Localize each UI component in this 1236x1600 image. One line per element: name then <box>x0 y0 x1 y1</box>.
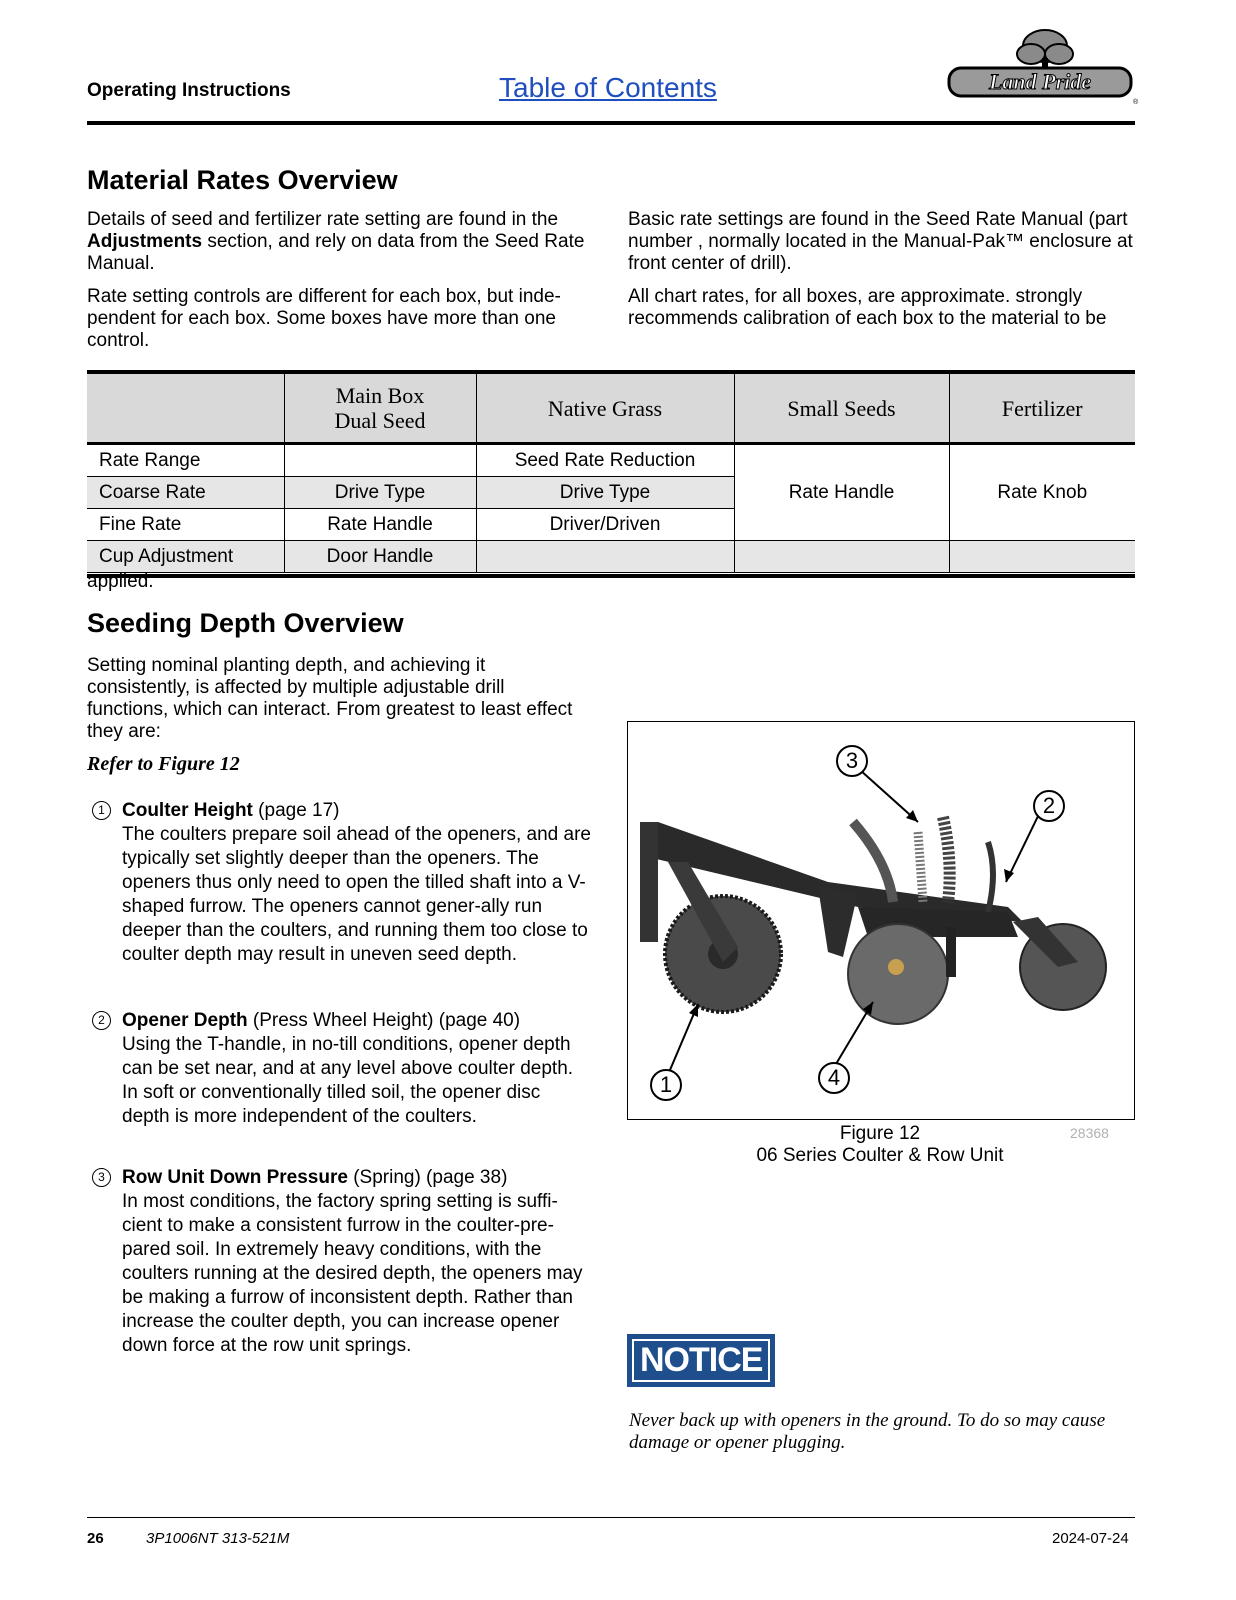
main-box-cell: Rate Handle <box>284 509 476 541</box>
material-rates-right-paragraph-2: All chart rates, for all boxes, are approximate. strongly recommends calibration of each box to the material to be <box>628 286 1107 329</box>
notice-text: Never back up with openers in the ground. To do so may cause damage or opener plugging. <box>629 1410 1106 1453</box>
row-label: Coarse Rate <box>87 477 284 509</box>
item-number-badge: 3 <box>92 1168 111 1187</box>
figure-12-frame <box>627 721 1135 1120</box>
land-pride-logo <box>945 26 1137 108</box>
rate-controls-table <box>87 372 1135 573</box>
table-row <box>87 445 1135 477</box>
footer-rule <box>87 1517 1135 1518</box>
native-grass-cell <box>476 541 734 573</box>
list-item: 1 Coulter Height (page 17) The coulters prepare soil ahead of the openers, and are typically set slightly deeper than the openers. The openers thus only need to open the tilled shaft into a V-shaped furrow. The openers cannot gener-ally run deeper than the coulters, and running them too close to coulter depth may result in uneven seed depth. <box>92 799 592 967</box>
material-rates-right-paragraph-1: Basic rate settings are found in the Seed Rate Manual (part number , normally located in the Manual-Pak™ enclosure at front center of drill). <box>628 209 1133 274</box>
table-header-row <box>87 372 1135 445</box>
table-bottom-rule <box>87 574 1135 578</box>
item-number-badge: 1 <box>92 801 111 820</box>
main-box-cell <box>284 445 476 477</box>
seeding-depth-intro: Setting nominal planting depth, and achieving it consistently, is affected by multiple adjustable drill functions, which can interact. From greatest to least effect they are: <box>87 655 573 742</box>
table-header-native-grass: Native Grass <box>476 372 734 445</box>
material-rates-left-paragraph-1: Details of seed and fertilizer rate setting are found in the Adjustments section, and rely on data from the Seed Rate Manual. <box>87 209 585 274</box>
svg-text:®: ® <box>1133 99 1139 106</box>
list-item: 3 Row Unit Down Pressure (Spring) (page 38) In most conditions, the factory spring setting is suffi-cient to make a consistent furrow in the coulter-pre-pared soil. In extremely heavy conditions, with the coulters running at the desired depth, the openers may be making a furrow of inconsistent depth. Rather than increase the coulter depth, you can increase opener down force at the row unit springs. <box>92 1166 592 1358</box>
page-number: 26 <box>87 1530 104 1547</box>
item-text: The coulters prepare soil ahead of the openers, and are typically set slightly deeper than the openers. The openers thus only need to open the tilled shaft into a V-shaped furrow. The openers cannot gener-ally run deeper than the coulters, and running them too close to coulter depth may result in uneven seed depth. <box>122 824 591 965</box>
table-top-rule <box>87 370 1135 374</box>
seeding-depth-heading: Seeding Depth Overview <box>87 608 404 638</box>
callout-4: 4 <box>818 1062 850 1094</box>
overflow-text: applied. <box>87 571 154 592</box>
item-title: Coulter Height <box>122 800 253 821</box>
svg-text:Land Pride: Land Pride <box>988 69 1092 94</box>
item-title: Row Unit Down Pressure <box>122 1167 348 1188</box>
item-text: Using the T-handle, in no-till conditions, opener depth can be set near, and at any level above coulter depth. <box>122 1034 574 1079</box>
document-date: 2024-07-24 <box>1052 1530 1129 1547</box>
table-header-fertilizer: Fertilizer <box>949 372 1135 445</box>
item-number-badge: 2 <box>92 1011 111 1030</box>
document-number: 3P1006NT 313-521M <box>146 1530 290 1547</box>
small-seeds-merged-cell: Rate Handle <box>734 445 949 541</box>
refer-figure-note: Refer to Figure 12 <box>87 753 240 775</box>
main-box-cell: Door Handle <box>284 541 476 573</box>
fertilizer-empty-cell <box>949 541 1135 573</box>
material-rates-heading: Material Rates Overview <box>87 165 398 195</box>
table-header-small-seeds: Small Seeds <box>734 372 949 445</box>
figure-caption: Figure 12 06 Series Coulter & Row Unit <box>756 1123 1004 1166</box>
notice-badge: NOTICE <box>629 1336 773 1385</box>
fertilizer-merged-cell: Rate Knob <box>949 445 1135 541</box>
list-item: 2 Opener Depth (Press Wheel Height) (page 40) Using the T-handle, in no-till conditions, opener depth can be set near, and at any level above coulter depth. In soft or conventionally tilled soil, the opener disc depth is more independent of the coulters. <box>92 1009 592 1129</box>
table-row <box>87 541 1135 573</box>
item-text-2: In soft or conventionally tilled soil, the opener disc depth is more independent of the coulters. <box>122 1082 541 1127</box>
main-box-cell: Drive Type <box>284 477 476 509</box>
callout-1: 1 <box>650 1069 682 1101</box>
callout-2: 2 <box>1033 790 1065 822</box>
material-rates-left-paragraph-2: Rate setting controls are different for each box, but inde-pendent for each box. Some boxes have more than one control. <box>87 286 561 351</box>
table-header-blank <box>87 372 284 445</box>
table-header-rule <box>87 442 1135 445</box>
callout-3: 3 <box>836 745 868 777</box>
item-text: In most conditions, the factory spring setting is suffi-cient to make a consistent furrow in the coulter-pre-pared soil. In extremely heavy conditions, with the coulters running at the desired depth, the openers may be making a furrow of inconsistent depth. Rather than increase the coulter depth, you can increase opener down force at the row unit springs. <box>122 1191 583 1356</box>
running-header: Operating Instructions <box>87 80 291 101</box>
row-label: Fine Rate <box>87 509 284 541</box>
figure-image-number: 28368 <box>1070 1125 1109 1141</box>
native-grass-cell: Drive Type <box>476 477 734 509</box>
item-title: Opener Depth <box>122 1010 248 1031</box>
table-header-main-box: Main Box Dual Seed <box>284 372 476 445</box>
row-label: Cup Adjustment <box>87 541 284 573</box>
row-label: Rate Range <box>87 445 284 477</box>
small-seeds-empty-cell <box>734 541 949 573</box>
table-of-contents-link[interactable]: Table of Contents <box>499 72 717 103</box>
coulter-row-unit-illustration <box>628 722 1134 1119</box>
header-rule <box>87 121 1135 125</box>
native-grass-cell: Driver/Driven <box>476 509 734 541</box>
native-grass-cell: Seed Rate Reduction <box>476 445 734 477</box>
